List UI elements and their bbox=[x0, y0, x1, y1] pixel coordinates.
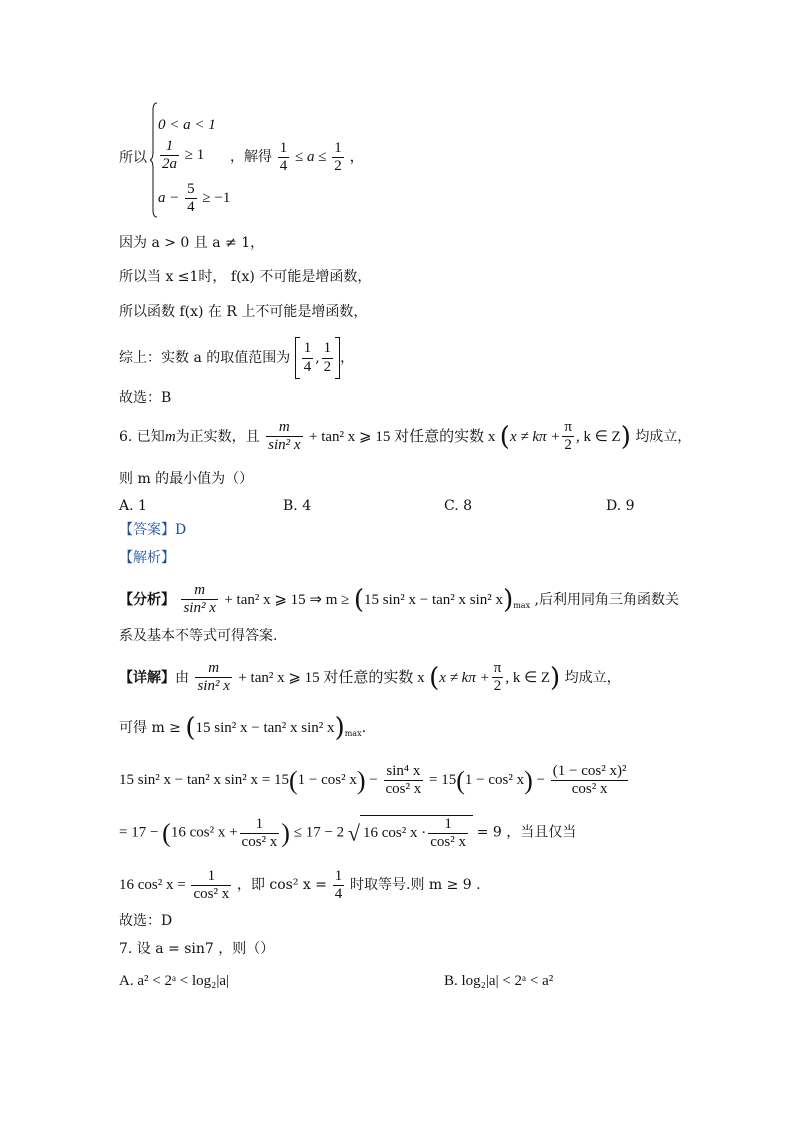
line-function-R: 所以函数 f(x) 在 R 上不可能是增函数， bbox=[119, 304, 368, 320]
equation-2: = 17 − (16 cos² x + $\frac{1}{\text{cos² x}}$ ) ≤ 17 − 2 √ 16 cos² x · $\frac{1}{\text{cos² x}}$ = 9 ，当且仅当 bbox=[119, 815, 577, 851]
question-6-line2: 则 m 的最小值为（） bbox=[119, 471, 254, 487]
option-c: C. 8 bbox=[444, 498, 473, 514]
choose-b: 故选：B bbox=[119, 390, 172, 406]
system-cond-3: a − $\frac{5}{4}$ ≥ −1 bbox=[158, 181, 231, 216]
fenxi-line-1: 【分析】 $\frac{m}{\text{sin² x}}$ + tan² x ⩾ 15 ⇒ m ≥ (15 sin² x − tan² x sin² $x)_{max}$ ,后利用同角三角函数关 bbox=[119, 582, 679, 617]
question-7-stem: 7. 设 a = sin7 ，则（） bbox=[119, 941, 275, 957]
system-solution: ，解得 $\frac{1}{4}$ ≤ a ≤ $\frac{1}{2}$ ， bbox=[230, 140, 365, 175]
option-a: A. 1 bbox=[119, 498, 147, 514]
line-x-le-1: 所以当 x ≤1时， f(x) 不可能是增函数， bbox=[119, 269, 372, 285]
q7-option-b: B. log₂|a| < 2ᵃ < a² bbox=[444, 973, 554, 989]
equation-3: 16 cos² x = $\frac{1}{\text{cos² x}}$ ，即 cos² x = $\frac{1}{4}$ 时取等号.则 m ≥ 9 . bbox=[119, 868, 481, 903]
choose-d: 故选：D bbox=[119, 913, 173, 929]
range-conclusion: 综上：实数 a 的取值范围为 $\frac{1}{4}$ , $\frac{1}{2}$ ， bbox=[119, 337, 354, 379]
analysis-label: 【解析】 bbox=[119, 550, 175, 566]
system-prefix: 所以 bbox=[119, 150, 147, 166]
system-cond-2: $\frac{1}{2a}$ ≥ 1 bbox=[162, 138, 205, 173]
q7-option-a: A. a² < 2ᵃ < log₂|a| bbox=[119, 973, 230, 989]
question-6-stem: 6. 已知m为正实数，且 $\frac{m}{\text{sin² x}}$ + tan² x ⩾ 15 对任意的实数 x (x ≠ kπ + $\frac{\pi}{2}$ , k ∈ Z) 均成立， bbox=[119, 419, 692, 454]
xiangjie-line-2: 可得 m ≥ (15 sin² x − tan² x sin² $x)_{max}$. bbox=[119, 713, 367, 743]
system-brace bbox=[150, 102, 158, 218]
answer-label: 【答案】D bbox=[119, 522, 187, 538]
fenxi-line-2: 系及基本不等式可得答案. bbox=[119, 628, 278, 644]
line-a-positive: 因为 a > 0 且 a ≠ 1， bbox=[119, 235, 265, 251]
option-d: D. 9 bbox=[606, 498, 635, 514]
xiangjie-line-1: 【详解】由 $\frac{m}{\text{sin² x}}$ + tan² x ⩾ 15 对任意的实数 x (x ≠ kπ + $\frac{\pi}{2}$ , k ∈ Z) 均成立， bbox=[119, 660, 621, 695]
option-b: B. 4 bbox=[283, 498, 312, 514]
system-cond-1: 0 < a < 1 bbox=[158, 117, 216, 133]
equation-1: 15 sin² x − tan² x sin² x = 15(1 − cos² x) − $\frac{\text{sin⁴ x}}{\text{cos² x}}$ = 15(1 − cos² x) − $\frac{\text{(1 − cos² x)²}}{\text{cos² x}}$ bbox=[119, 763, 627, 798]
